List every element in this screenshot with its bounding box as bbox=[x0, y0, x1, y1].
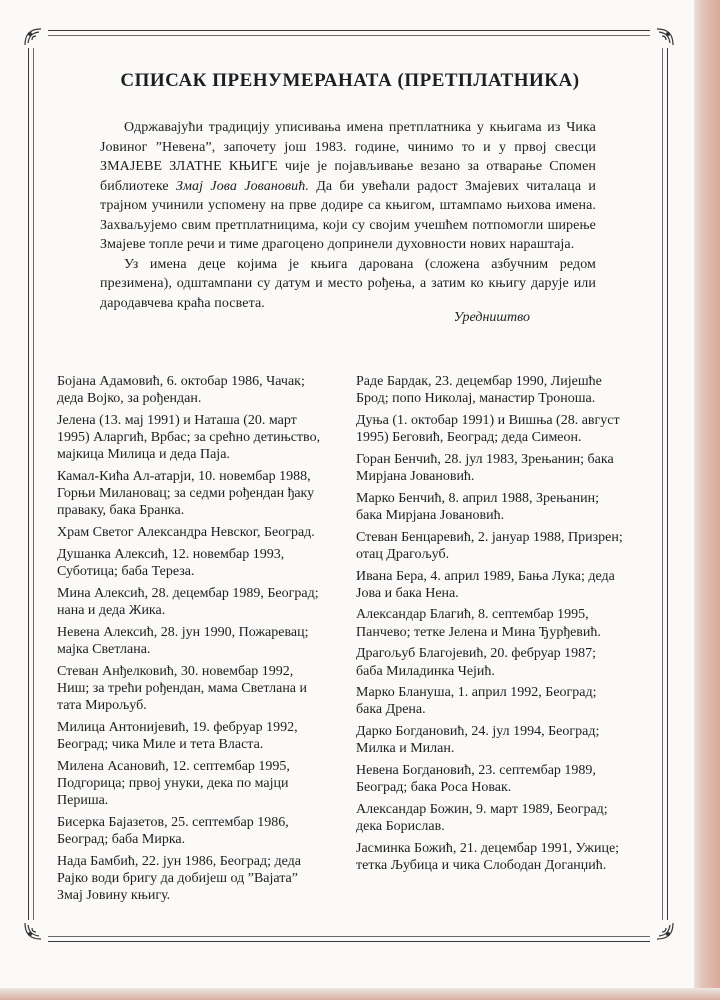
list-item: Мина Алексић, 28. децембар 1989, Београд; нана и деда Жика. bbox=[57, 585, 319, 618]
page-edge-bottom bbox=[0, 988, 720, 1000]
list-item: Камал-Кића Ал-атарји, 10. новембар 1988, Горњи Милановац; за седми рођендан ђаку праваку, бака Бранка. bbox=[57, 469, 315, 519]
corner-ornament-icon bbox=[22, 920, 48, 942]
list-item: Бисерка Бајазетов, 25. септембар 1986, Београд; баба Мирка. bbox=[57, 814, 289, 847]
list-item: Ивана Бера, 4. април 1989, Бања Лука; деда Јова и бака Нена. bbox=[356, 568, 615, 601]
list-item: Милена Асановић, 12. септембар 1995, Подгорица; првој унуки, дека по мајци Периша. bbox=[57, 758, 290, 808]
list-item: Јасминка Божић, 21. децембар 1991, Ужице; тетка Љубица и чика Слободан Доганџић. bbox=[356, 840, 620, 874]
corner-ornament-icon bbox=[650, 920, 676, 942]
list-item: Дуња (1. октобар 1991) и Вишња (28. август 1995) Беговић, Београд; деда Симеон. bbox=[356, 412, 620, 446]
list-item: Стеван Бенцаревић, 2. јануар 1988, Призрен; отац Драгољуб. bbox=[356, 529, 623, 562]
list-item: Бојана Адамовић, 6. октобар 1986, Чачак; деда Војко, за рођендан. bbox=[57, 374, 305, 407]
list-item: Невена Богдановић, 23. септембар 1989, Београд; бака Роса Новак. bbox=[356, 763, 596, 796]
page-edge-right bbox=[694, 0, 720, 1000]
list-item: Нада Бамбић, 22. јун 1986, Београд; деда Рајко води бригу да добијеш од ”Вајата” Змај Јовину књигу. bbox=[57, 853, 301, 903]
list-item: Јелена (13. мај 1991) и Наташа (20. март 1995) Аларгић, Врбас; за срећно детињство, мајкица Милица и деда Паја. bbox=[57, 412, 321, 463]
intro-text bbox=[100, 118, 596, 313]
list-item: Марко Бенчић, 8. април 1988, Зрењанин; бака Мирјана Јовановић. bbox=[356, 490, 599, 523]
list-item: Дарко Богдановић, 24. јул 1994, Београд; Милка и Милан. bbox=[356, 724, 600, 757]
corner-ornament-icon bbox=[22, 26, 48, 48]
list-item: Душанка Алексић, 12. новембар 1993, Суботица; баба Тереза. bbox=[57, 546, 285, 580]
list-item: Храм Светог Александра Невског, Београд. bbox=[57, 525, 315, 541]
intro-paragraph-2: Уз имена деце којима је књига дарована (сложена азбучним редом презимена), одштампани су датум и место рођења, а затим ко књигу дарује или дародавчева краћа посвета. bbox=[100, 256, 596, 311]
list-item: Горан Бенчић, 28. јул 1983, Зрењанин; бака Мирјана Јовановић. bbox=[356, 451, 614, 485]
corner-ornament-icon bbox=[650, 26, 676, 48]
list-item: Марко Блануша, 1. април 1992, Београд; бака Дрена. bbox=[356, 685, 597, 718]
subscriber-list-right bbox=[356, 373, 624, 879]
editorial-signature: Уредништво bbox=[453, 310, 530, 325]
list-item: Раде Бардак, 23. децембар 1990, Лијешће Брод; попо Николај, манастир Троноша. bbox=[356, 374, 602, 407]
list-item: Милица Антонијевић, 19. фебруар 1992, Београд; чика Миле и тета Власта. bbox=[57, 719, 298, 752]
list-item: Стеван Анђелковић, 30. новембар 1992, Ниш; за трећи рођендан, мама Светлана и тата Мирољуб. bbox=[57, 663, 308, 713]
intro-paragraph-1: Одржавајући традицију уписивања имена претплатника у књигама из Чика Јовиног ”Невена”, започету још 1983. године, чинимо то и у првој свесци ЗМАЈЕВЕ ЗЛАТНЕ КЊИГЕ чије је појављивање везано за отварање Спомен библиотеке Змај Јова Јовановић. Да би увећали радост Змајевих читалаца и трајном учинили успомену на прве додире са књигом, штампамо њихова имена. Захваљујемо свим претплатницима, који су својим учешћем потпомогли ширење Змајеве топле речи и тиме драгоцено допринели духовности нових нараштаја. bbox=[100, 120, 596, 252]
list-item: Александар Божин, 9. март 1989, Београд; дека Борислав. bbox=[356, 801, 608, 835]
list-item: Невена Алексић, 28. јун 1990, Пожаревац; мајка Светлана. bbox=[57, 624, 309, 657]
list-item: Драгољуб Благојевић, 20. фебруар 1987; баба Миладинка Чејић. bbox=[356, 646, 597, 679]
list-item: Александар Благић, 8. септембар 1995, Панчево; тетке Јелена и Мина Ђурђевић. bbox=[356, 607, 601, 640]
library-name: Змај Јова Јовановић. bbox=[175, 178, 309, 194]
page-title: СПИСАК ПРЕНУМЕРАНАТА (ПРЕТПЛАТНИКА) bbox=[120, 70, 580, 91]
subscriber-list-left bbox=[57, 373, 325, 909]
